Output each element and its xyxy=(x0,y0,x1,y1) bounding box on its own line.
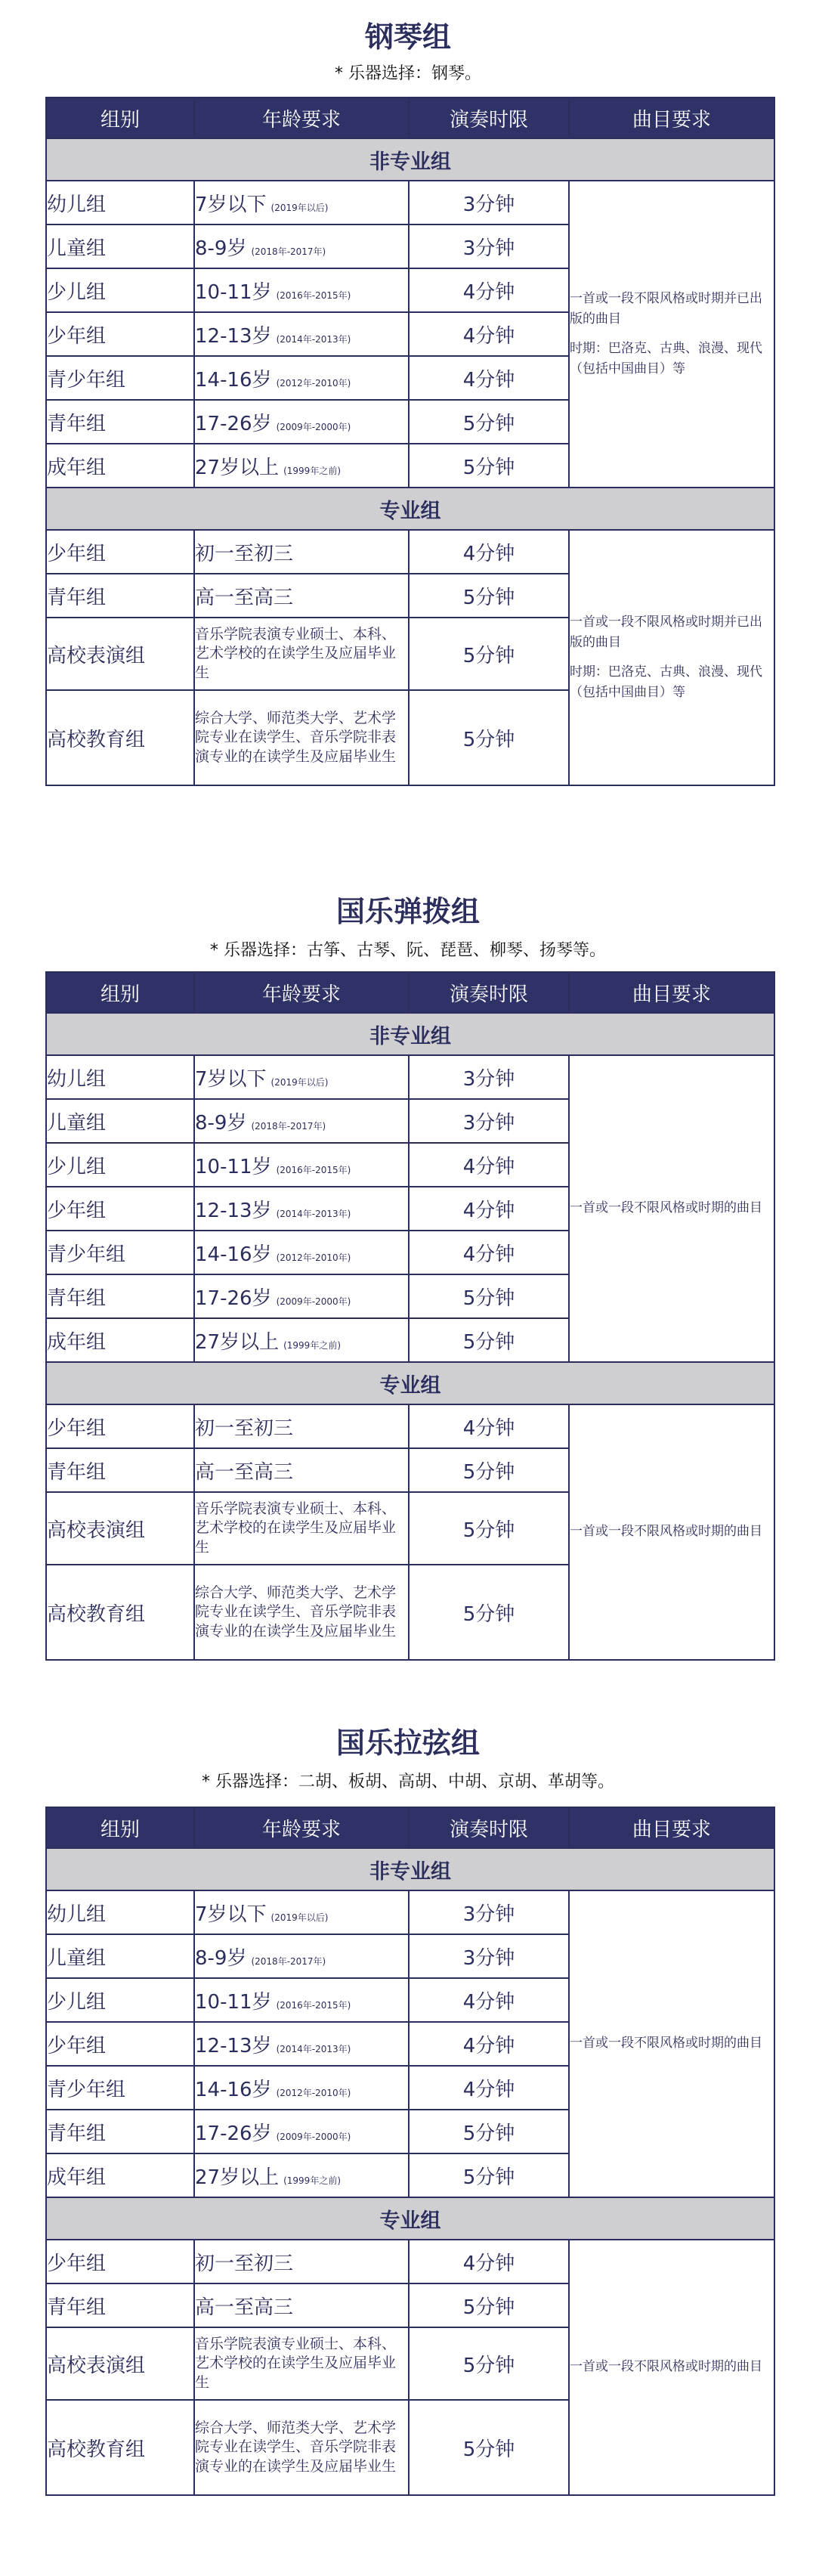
requirement-text: 一首或一段不限风格或时期的曲目 xyxy=(570,1524,762,1540)
table-header-row xyxy=(46,98,774,138)
age-range: 7岁以下 xyxy=(195,1903,267,1926)
age-range: 14-16岁 xyxy=(195,368,272,392)
group-name: 少儿组 xyxy=(46,1143,194,1187)
group-label: 专业组 xyxy=(46,488,774,530)
age-requirement: 高一至高三 xyxy=(194,2283,409,2327)
column-header: 年龄要求 xyxy=(194,1807,409,1848)
column-header: 组别 xyxy=(46,972,194,1013)
time-limit: 4分钟 xyxy=(409,1231,569,1274)
time-limit: 3分钟 xyxy=(409,1099,569,1143)
age-requirement xyxy=(194,2153,409,2197)
birth-years: (2009年-2000年) xyxy=(276,1296,351,1307)
column-header: 年龄要求 xyxy=(194,98,409,138)
age-requirement xyxy=(194,1934,409,1978)
age-range: 10-11岁 xyxy=(195,1990,272,2014)
age-range: 12-13岁 xyxy=(195,324,272,348)
time-limit: 5分钟 xyxy=(409,2110,569,2153)
group-row-professional xyxy=(46,488,774,530)
age-range: 12-13岁 xyxy=(195,1199,272,1222)
group-name: 青年组 xyxy=(46,400,194,444)
group-name: 青年组 xyxy=(46,1274,194,1318)
age-requirement xyxy=(194,356,409,400)
repertoire-requirement xyxy=(569,530,774,785)
group-name: 高校教育组 xyxy=(46,1565,194,1660)
birth-years: (1999年之前) xyxy=(283,1339,341,1351)
group-name: 少年组 xyxy=(46,1404,194,1448)
requirement-text: 一首或一段不限风格或时期并已出版的曲目 xyxy=(570,614,762,650)
repertoire-requirement xyxy=(569,2240,774,2495)
time-limit: 4分钟 xyxy=(409,1978,569,2022)
group-row-professional xyxy=(46,1362,774,1404)
age-range: 7岁以下 xyxy=(195,1067,267,1091)
birth-years: (1999年之前) xyxy=(283,465,341,476)
birth-years: (2016年-2015年) xyxy=(276,1999,351,2011)
age-requirement: 音乐学院表演专业硕士、本科、艺术学校的在读学生及应届毕业生 xyxy=(194,2327,409,2400)
time-limit: 4分钟 xyxy=(409,1143,569,1187)
repertoire-requirement xyxy=(569,1055,774,1362)
time-limit: 5分钟 xyxy=(409,2153,569,2197)
group-name: 成年组 xyxy=(46,444,194,488)
group-name: 高校教育组 xyxy=(46,2400,194,2495)
age-range: 8-9岁 xyxy=(195,1946,247,1970)
birth-years: (2019年以后) xyxy=(270,202,329,213)
rules-table xyxy=(45,97,775,786)
column-header: 曲目要求 xyxy=(569,1807,774,1848)
time-limit: 3分钟 xyxy=(409,224,569,268)
group-name: 高校表演组 xyxy=(46,2327,194,2400)
age-requirement: 综合大学、师范类大学、艺术学院专业在读学生、音乐学院非表演专业的在读学生及应届毕业生 xyxy=(194,690,409,785)
repertoire-requirement xyxy=(569,181,774,488)
age-requirement: 高一至高三 xyxy=(194,574,409,618)
table-header-row xyxy=(46,972,774,1013)
age-requirement: 高一至高三 xyxy=(194,1448,409,1492)
birth-years: (2018年-2017年) xyxy=(251,1955,326,1967)
repertoire-requirement xyxy=(569,1890,774,2197)
requirement-text: 一首或一段不限风格或时期并已出版的曲目 xyxy=(570,290,762,327)
age-range: 17-26岁 xyxy=(195,412,272,435)
age-requirement: 综合大学、师范类大学、艺术学院专业在读学生、音乐学院非表演专业的在读学生及应届毕业生 xyxy=(194,1565,409,1660)
column-header: 组别 xyxy=(46,98,194,138)
birth-years: (2014年-2013年) xyxy=(276,1208,351,1219)
age-requirement xyxy=(194,1890,409,1934)
time-limit: 4分钟 xyxy=(409,356,569,400)
time-limit: 5分钟 xyxy=(409,1274,569,1318)
age-requirement xyxy=(194,268,409,312)
age-requirement: 音乐学院表演专业硕士、本科、艺术学校的在读学生及应届毕业生 xyxy=(194,618,409,690)
birth-years: (2019年以后) xyxy=(270,1912,329,1923)
time-limit: 5分钟 xyxy=(409,444,569,488)
age-requirement xyxy=(194,312,409,356)
section-title: 国乐弹拨组 xyxy=(335,895,480,928)
rules-table xyxy=(45,971,775,1661)
age-range: 14-16岁 xyxy=(195,2078,272,2101)
age-requirement xyxy=(194,1187,409,1231)
birth-years: (2012年-2010年) xyxy=(276,2087,351,2098)
birth-years: (1999年之前) xyxy=(283,2175,341,2186)
birth-years: (2014年-2013年) xyxy=(276,2043,351,2054)
column-header: 组别 xyxy=(46,1807,194,1848)
group-name: 幼儿组 xyxy=(46,1055,194,1099)
age-range: 7岁以下 xyxy=(195,193,267,216)
group-name: 青年组 xyxy=(46,2283,194,2327)
requirement-text: 时期：巴洛克、古典、浪漫、现代（包括中国曲目）等 xyxy=(570,341,762,377)
age-requirement xyxy=(194,2022,409,2066)
column-header: 曲目要求 xyxy=(569,98,774,138)
instrument-note: * 乐器选择：钢琴。 xyxy=(335,64,481,83)
age-requirement: 初一至初三 xyxy=(194,1404,409,1448)
group-name: 儿童组 xyxy=(46,224,194,268)
time-limit: 5分钟 xyxy=(409,574,569,618)
column-header: 演奏时限 xyxy=(409,98,569,138)
instrument-note: * 乐器选择：古筝、古琴、阮、琵琶、柳琴、扬琴等。 xyxy=(210,941,606,960)
age-range: 27岁以上 xyxy=(195,2166,280,2189)
time-limit: 5分钟 xyxy=(409,618,569,690)
age-requirement xyxy=(194,2110,409,2153)
repertoire-requirement xyxy=(569,1404,774,1660)
birth-years: (2009年-2000年) xyxy=(276,421,351,432)
requirement-text: 时期：巴洛克、古典、浪漫、现代（包括中国曲目）等 xyxy=(570,664,762,701)
age-range: 8-9岁 xyxy=(195,1111,247,1135)
time-limit: 4分钟 xyxy=(409,312,569,356)
time-limit: 3分钟 xyxy=(409,1890,569,1934)
group-name: 高校教育组 xyxy=(46,690,194,785)
time-limit: 4分钟 xyxy=(409,1404,569,1448)
group-name: 成年组 xyxy=(46,2153,194,2197)
group-name: 成年组 xyxy=(46,1318,194,1362)
time-limit: 3分钟 xyxy=(409,181,569,224)
requirement-text: 一首或一段不限风格或时期的曲目 xyxy=(570,2359,762,2375)
group-name: 青年组 xyxy=(46,2110,194,2153)
section-title: 国乐拉弦组 xyxy=(335,1726,480,1760)
time-limit: 5分钟 xyxy=(409,690,569,785)
group-label: 专业组 xyxy=(46,1362,774,1404)
age-requirement xyxy=(194,400,409,444)
column-header: 年龄要求 xyxy=(194,972,409,1013)
group-label: 专业组 xyxy=(46,2197,774,2240)
time-limit: 3分钟 xyxy=(409,1055,569,1099)
birth-years: (2016年-2015年) xyxy=(276,289,351,301)
group-name: 少年组 xyxy=(46,312,194,356)
age-requirement xyxy=(194,1274,409,1318)
group-row-amateur xyxy=(46,1013,774,1055)
age-requirement: 初一至初三 xyxy=(194,530,409,574)
group-name: 高校表演组 xyxy=(46,618,194,690)
time-limit: 5分钟 xyxy=(409,2283,569,2327)
age-requirement xyxy=(194,1978,409,2022)
age-range: 27岁以上 xyxy=(195,1330,280,1354)
birth-years: (2016年-2015年) xyxy=(276,1164,351,1175)
column-header: 曲目要求 xyxy=(569,972,774,1013)
age-requirement xyxy=(194,444,409,488)
birth-years: (2019年以后) xyxy=(270,1076,329,1088)
birth-years: (2012年-2010年) xyxy=(276,377,351,389)
group-name: 少年组 xyxy=(46,1187,194,1231)
group-name: 少儿组 xyxy=(46,1978,194,2022)
instrument-note: * 乐器选择：二胡、板胡、高胡、中胡、京胡、革胡等。 xyxy=(202,1773,614,1791)
time-limit: 5分钟 xyxy=(409,1492,569,1565)
rules-table xyxy=(45,1807,775,2496)
table-row xyxy=(46,530,774,574)
requirement-text: 一首或一段不限风格或时期的曲目 xyxy=(570,2036,762,2051)
birth-years: (2018年-2017年) xyxy=(251,246,326,257)
age-requirement xyxy=(194,1099,409,1143)
age-requirement xyxy=(194,1231,409,1274)
group-name: 少年组 xyxy=(46,530,194,574)
table-row xyxy=(46,1404,774,1448)
age-requirement xyxy=(194,181,409,224)
group-name: 青年组 xyxy=(46,574,194,618)
birth-years: (2014年-2013年) xyxy=(276,333,351,345)
time-limit: 4分钟 xyxy=(409,268,569,312)
time-limit: 4分钟 xyxy=(409,530,569,574)
group-row-professional xyxy=(46,2197,774,2240)
time-limit: 4分钟 xyxy=(409,1187,569,1231)
age-range: 8-9岁 xyxy=(195,237,247,260)
age-requirement xyxy=(194,1143,409,1187)
group-name: 少儿组 xyxy=(46,268,194,312)
age-requirement: 综合大学、师范类大学、艺术学院专业在读学生、音乐学院非表演专业的在读学生及应届毕业生 xyxy=(194,2400,409,2495)
age-range: 17-26岁 xyxy=(195,1286,272,1310)
age-requirement xyxy=(194,1055,409,1099)
group-name: 青年组 xyxy=(46,1448,194,1492)
group-name: 儿童组 xyxy=(46,1934,194,1978)
birth-years: (2009年-2000年) xyxy=(276,2131,351,2142)
age-requirement xyxy=(194,1318,409,1362)
age-range: 14-16岁 xyxy=(195,1243,272,1266)
age-range: 27岁以上 xyxy=(195,456,280,479)
birth-years: (2018年-2017年) xyxy=(251,1120,326,1132)
group-name: 青少年组 xyxy=(46,2066,194,2110)
group-row-amateur xyxy=(46,138,774,181)
requirement-text: 一首或一段不限风格或时期的曲目 xyxy=(570,1200,762,1216)
group-name: 青少年组 xyxy=(46,356,194,400)
table-row xyxy=(46,181,774,224)
group-name: 少年组 xyxy=(46,2240,194,2283)
age-requirement xyxy=(194,224,409,268)
time-limit: 4分钟 xyxy=(409,2240,569,2283)
time-limit: 5分钟 xyxy=(409,1448,569,1492)
time-limit: 5分钟 xyxy=(409,2400,569,2495)
group-row-amateur xyxy=(46,1848,774,1890)
group-name: 高校表演组 xyxy=(46,1492,194,1565)
group-name: 幼儿组 xyxy=(46,181,194,224)
group-name: 少年组 xyxy=(46,2022,194,2066)
age-requirement: 初一至初三 xyxy=(194,2240,409,2283)
age-requirement: 音乐学院表演专业硕士、本科、艺术学校的在读学生及应届毕业生 xyxy=(194,1492,409,1565)
time-limit: 5分钟 xyxy=(409,1318,569,1362)
age-range: 12-13岁 xyxy=(195,2034,272,2057)
group-label: 非专业组 xyxy=(46,1013,774,1055)
table-row xyxy=(46,1890,774,1934)
time-limit: 4分钟 xyxy=(409,2022,569,2066)
section-title: 钢琴组 xyxy=(364,20,451,54)
column-header: 演奏时限 xyxy=(409,972,569,1013)
table-header-row xyxy=(46,1807,774,1848)
age-range: 17-26岁 xyxy=(195,2122,272,2145)
table-row xyxy=(46,1055,774,1099)
age-requirement xyxy=(194,2066,409,2110)
time-limit: 3分钟 xyxy=(409,1934,569,1978)
group-name: 青少年组 xyxy=(46,1231,194,1274)
group-name: 儿童组 xyxy=(46,1099,194,1143)
time-limit: 4分钟 xyxy=(409,2066,569,2110)
group-label: 非专业组 xyxy=(46,138,774,181)
age-range: 10-11岁 xyxy=(195,1155,272,1178)
birth-years: (2012年-2010年) xyxy=(276,1252,351,1263)
table-row xyxy=(46,2240,774,2283)
time-limit: 5分钟 xyxy=(409,2327,569,2400)
column-header: 演奏时限 xyxy=(409,1807,569,1848)
time-limit: 5分钟 xyxy=(409,1565,569,1660)
time-limit: 5分钟 xyxy=(409,400,569,444)
group-name: 幼儿组 xyxy=(46,1890,194,1934)
group-label: 非专业组 xyxy=(46,1848,774,1890)
age-range: 10-11岁 xyxy=(195,280,272,304)
